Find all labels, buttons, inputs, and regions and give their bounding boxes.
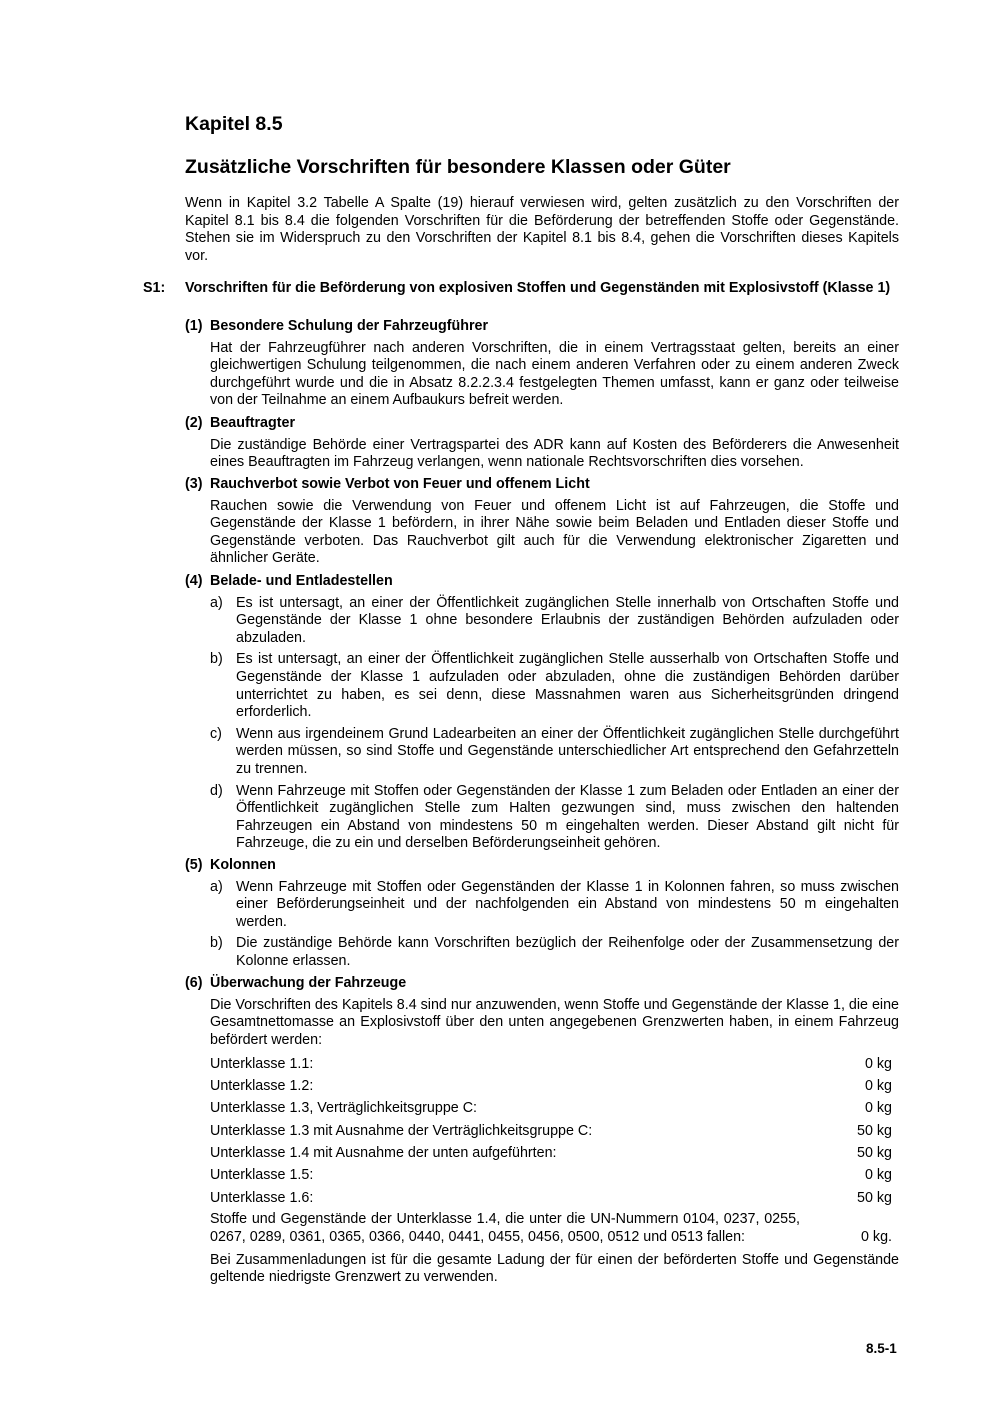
limit-value: 50 kg (857, 1144, 892, 1161)
limit-label: Unterklasse 1.2: (210, 1078, 314, 1095)
item-letter: a) (210, 878, 223, 895)
list-item (210, 726, 899, 779)
list-item (210, 595, 899, 648)
section-2 (185, 415, 899, 472)
limit-value: 0 kg (864, 1167, 892, 1184)
limit-row (210, 1053, 899, 1075)
limit-value: 0 kg (864, 1078, 892, 1095)
limit-label: Unterklasse 1.3 mit Ausnahme der Verträglichkeitsgruppe C: (210, 1122, 593, 1139)
limits-table (210, 1053, 899, 1246)
section-heading (185, 857, 899, 875)
limit-row (210, 1076, 899, 1098)
section-heading (185, 573, 899, 591)
item-letter: a) (210, 594, 223, 611)
item-letter: b) (210, 651, 223, 668)
section-heading (185, 415, 899, 433)
s1-code: S1: (143, 280, 166, 296)
section-number: (6) (185, 975, 203, 991)
section-items (210, 595, 899, 853)
section-number: (3) (185, 476, 203, 492)
limit-value: 0 kg (864, 1055, 892, 1072)
s1-title: Vorschriften für die Beförderung von explosiven Stoffen und Gegenständen mit Explosivstoff (Klasse 1) (185, 280, 891, 296)
section-3 (185, 476, 899, 568)
item-letter: c) (210, 725, 222, 742)
section-title: Belade- und Entladestellen (210, 573, 393, 589)
limit-row (210, 1098, 899, 1120)
item-text: Wenn Fahrzeuge mit Stoffen oder Gegenständen der Klasse 1 zum Beladen oder Entladen an einer der Öffentlichkeit zugänglichen Stelle zum Halten gezwungen sind, muss zwischen den haltenden Fahrzeugen ein Abstand von mindestens 50 m eingehalten werden. Dieser Abstand gilt nicht für Fahrzeuge, die zu ein und derselben Beförderungseinheit gehören. (236, 782, 899, 852)
section-heading (185, 975, 899, 993)
item-text: Die zuständige Behörde kann Vorschriften bezüglich der Reihenfolge oder der Zusammensetzung der Kolonne erlassen. (236, 935, 899, 969)
section-title: Überwachung der Fahrzeuge (210, 975, 407, 991)
limit-row (210, 1143, 899, 1165)
section-heading (185, 476, 899, 494)
chapter-heading: Kapitel 8.5 (185, 113, 283, 135)
list-item (210, 651, 899, 721)
page-number: 8.5-1 (866, 1341, 897, 1356)
limit-label: Unterklasse 1.3, Verträglichkeitsgruppe C: (210, 1100, 478, 1117)
intro-paragraph: Wenn in Kapitel 3.2 Tabelle A Spalte (19) hierauf verwiesen wird, gelten zusätzlich zu den Vorschriften der Kapitel 8.1 bis 8.4 die folgenden Vorschriften für die Beförderung der betreffenden Stoffe oder Gegenstände. Stehen sie im Widerspruch zu den Vorschriften der Kapitel 8.1 bis 8.4, gehen die Vorschriften dieses Kapitels vor. (185, 195, 899, 264)
section-body: Hat der Fahrzeugführer nach anderen Vorschriften, die in einem Vertragsstaat gelten, bereits an einer gleichwertigen Schulung teilgenommen, die nach einem anderen Verfahren oder zu einem anderen Zweck durchgeführt wurde und die in Absatz 8.2.2.3.4 festgelegten Themen umfasst, kann er ganz oder teilweise von der Teilnahme an einem Aufbaukurs befreit werden. (210, 339, 899, 409)
chapter-title: Zusätzliche Vorschriften für besondere Klassen oder Güter (185, 156, 731, 178)
section-title: Rauchverbot sowie Verbot von Feuer und offenem Licht (210, 476, 590, 492)
closing-paragraph: Bei Zusammenladungen ist für die gesamte Ladung der für einen der beförderten Stoffe und Gegenstände geltende niedrigste Grenzwert zu verwenden. (210, 1251, 899, 1286)
limit-label: Unterklasse 1.6: (210, 1189, 314, 1206)
section-title: Beauftragter (210, 415, 296, 431)
section-title: Kolonnen (210, 857, 276, 873)
limit-row (210, 1187, 899, 1209)
list-item (210, 935, 899, 970)
item-text: Wenn aus irgendeinem Grund Ladearbeiten an einer der Öffentlichkeit zugänglichen Stelle durchgeführt werden müssen, so sind Stoffe und Gegenstände unterschiedlicher Art entsprechend den Gefahrzetteln zu trennen. (236, 725, 899, 777)
section-number: (4) (185, 573, 203, 589)
item-text: Es ist untersagt, an einer der Öffentlichkeit zugänglichen Stelle ausserhalb von Ortschaften Stoffe und Gegenstände der Klasse 1 aufzuladen oder abzuladen, ohne die zuständigen Behörden darüber unterrichtet zu haben, es sei denn, diese Massnahmen waren aus Sicherheitsgründen dringend erforderlich. (236, 651, 899, 721)
section-content (210, 997, 899, 1287)
limit-label: Unterklasse 1.5: (210, 1167, 314, 1184)
limit-label: Unterklasse 1.1: (210, 1055, 314, 1072)
section-6 (185, 975, 899, 1287)
section-4 (185, 573, 899, 853)
limit-value: 50 kg (857, 1122, 892, 1139)
section-items (210, 879, 899, 971)
section-title: Besondere Schulung der Fahrzeugführer (210, 318, 489, 334)
section-number: (2) (185, 415, 203, 431)
item-letter: d) (210, 782, 223, 799)
list-item (210, 783, 899, 853)
limit-row-special (210, 1211, 899, 1246)
item-letter: b) (210, 935, 223, 952)
list-item (210, 879, 899, 932)
section-5 (185, 857, 899, 971)
section-heading (185, 318, 899, 336)
section-number: (5) (185, 857, 203, 873)
item-text: Wenn Fahrzeuge mit Stoffen oder Gegenständen der Klasse 1 in Kolonnen fahren, so muss zwischen einer Beförderungseinheit und der nachfolgenden ein Abstand von mindestens 50 m eingehalten werden. (236, 878, 899, 930)
limit-row (210, 1165, 899, 1187)
limit-value: 0 kg (864, 1100, 892, 1117)
limit-value: 0 kg. (861, 1229, 892, 1246)
limit-value: 50 kg (857, 1189, 892, 1206)
limit-label: Stoffe und Gegenstände der Unterklasse 1.4, die unter die UN-Nummern 0104, 0237, 0255, 0267, 0289, 0361, 0365, 0366, 0440, 0441, 0455, 0456, 0500, 0512 und 0513 fallen: (210, 1211, 800, 1246)
section-number: (1) (185, 318, 203, 334)
limit-row (210, 1120, 899, 1142)
section-body: Die Vorschriften des Kapitels 8.4 sind nur anzuwenden, wenn Stoffe und Gegenstände der Klasse 1, die eine Gesamtnettomasse an Explosivstoff über den unten angegebenen Grenzwerten haben, in einem Fahrzeug befördert werden: (210, 996, 899, 1048)
section-1 (185, 318, 899, 410)
section-body: Die zuständige Behörde einer Vertragspartei des ADR kann auf Kosten des Beförderers die Anwesenheit eines Beauftragten im Fahrzeug verlangen, wenn nationale Rechtsvorschriften dies vorsehen. (210, 436, 899, 471)
item-text: Es ist untersagt, an einer der Öffentlichkeit zugänglichen Stelle innerhalb von Ortschaften Stoffe und Gegenstände der Klasse 1 ohne besondere Erlaubnis der zuständigen Behörden aufzuladen oder abzuladen. (236, 594, 899, 646)
limit-label: Unterklasse 1.4 mit Ausnahme der unten aufgeführten: (210, 1144, 557, 1161)
section-body: Rauchen sowie die Verwendung von Feuer und offenem Licht ist auf Fahrzeugen, die Stoffe und Gegenstände der Klasse 1 befördern, in ihrer Nähe sowie beim Beladen und Entladen dieser Stoffe und Gegenstände verboten. Das Rauchverbot gilt auch für die Verwendung elektronischer Zigaretten und ähnlicher Geräte. (210, 497, 899, 567)
